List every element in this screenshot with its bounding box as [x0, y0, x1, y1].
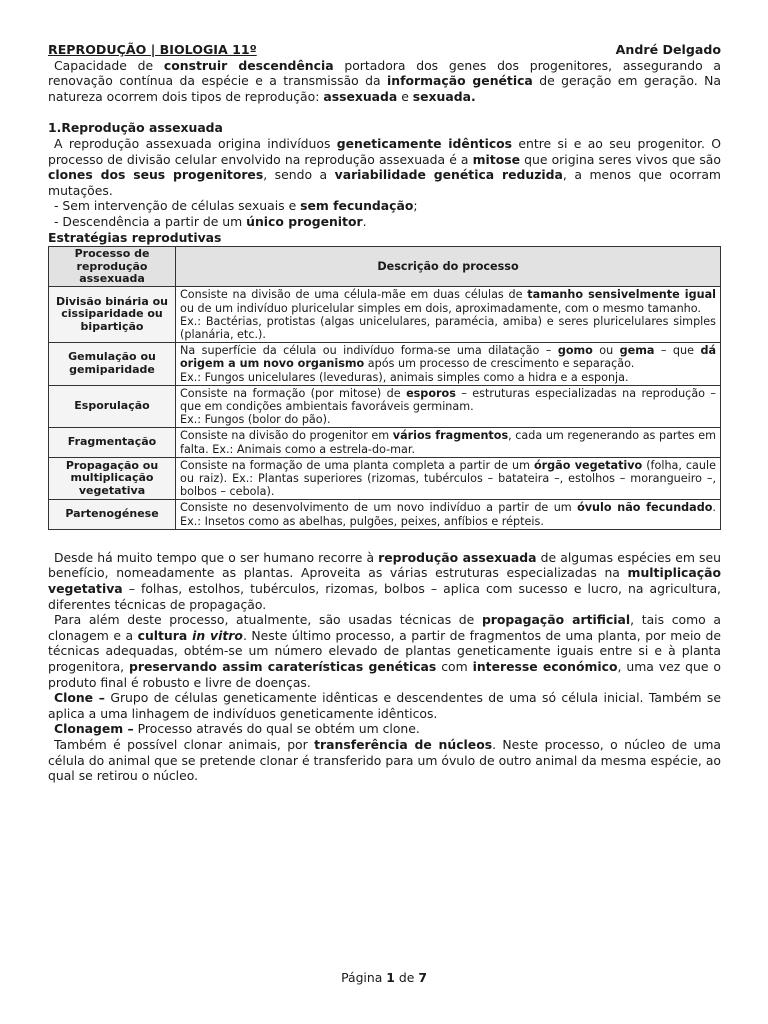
- italic-bold-text: in vitro: [192, 627, 243, 643]
- bold-text: esporos: [406, 386, 456, 400]
- table-row: [49, 428, 721, 457]
- text: ou: [592, 344, 620, 358]
- text: (folha, caule ou raiz). Ex.: Plantas superiores (rizomas, tubérculos – batateira –, estolhos – morangueiro –, bolbos – cebola).: [180, 458, 716, 499]
- text: Processo através do qual se obtém um clone.: [133, 721, 420, 737]
- text: , uma vez que o produto final é robusto e livre de doenças.: [48, 658, 721, 690]
- author-name: André Delgado: [615, 42, 721, 57]
- definition-clonagem: [48, 721, 721, 737]
- text: , tais como a clonagem e a: [48, 612, 721, 643]
- text: após um processo de crescimento e separação.: [364, 357, 635, 371]
- text: Consiste no desenvolvimento de um novo indivíduo a partir de um: [180, 501, 578, 515]
- bold-text: óvulo não fecundado: [577, 501, 713, 515]
- bold-text: dá origem a um novo organismo: [180, 344, 716, 371]
- bold-text: sexuada.: [412, 88, 476, 104]
- body-paragraph: [48, 737, 721, 784]
- text: de geração em geração. Na natureza ocorrem dois tipos de reprodução:: [48, 73, 721, 104]
- table-row: [49, 343, 721, 386]
- bold-text: tamanho sensivelmente igual: [527, 288, 716, 302]
- body-paragraph: [48, 612, 721, 690]
- intro-paragraph: [48, 58, 721, 105]
- list-item: [48, 198, 721, 214]
- text: ;: [413, 198, 418, 214]
- table-row: [49, 457, 721, 500]
- text: Consiste na formação (por mitose) de: [180, 386, 407, 400]
- bold-text: gema: [619, 344, 655, 358]
- process-name: Divisão binária ou cissiparidade ou bipartição: [49, 287, 176, 343]
- bold-text: gomo: [557, 344, 593, 358]
- text: . Neste último processo, a partir de fragmentos de uma planta, por meio de técnicas adequadas, obtém-se um número elevado de plantas geneticamente iguais entre si e à planta progenitora,: [48, 627, 721, 674]
- text: , a menos que ocorram mutações.: [48, 167, 721, 198]
- bold-text: transferência de núcleos: [314, 736, 493, 752]
- process-description: [176, 343, 721, 386]
- page-of-label: de: [398, 970, 415, 985]
- text: Para além deste processo, atualmente, são usadas técnicas de: [54, 612, 482, 628]
- process-description: [176, 287, 721, 343]
- text: - Sem intervenção de células sexuais e: [54, 198, 301, 214]
- column-header-description: Descrição do processo: [176, 247, 721, 287]
- text: Consiste na divisão do progenitor em: [180, 429, 393, 443]
- current-page-number: 1: [386, 970, 395, 985]
- bold-text: Clone –: [54, 690, 105, 706]
- bold-text: clones dos seus progenitores: [48, 167, 264, 183]
- text: Grupo de células geneticamente idênticas e descendentes de uma só célula inicial. Também se aplica a uma linhagem de indivíduos geneticamente idênticos.: [48, 690, 721, 721]
- bold-text: propagação artificial: [481, 612, 631, 628]
- list-item: [48, 214, 721, 230]
- text: Capacidade de: [54, 57, 164, 73]
- bold-text: multiplicação vegetativa: [48, 565, 721, 596]
- text: ou de um indivíduo pluricelular simples em dois, aproximadamente, com o mesmo tamanho.: [180, 301, 701, 315]
- text: A reprodução assexuada origina indivíduos: [54, 135, 337, 151]
- strategies-heading: Estratégias reprodutivas: [48, 229, 222, 245]
- process-name: Gemulação ou gemiparidade: [49, 343, 176, 386]
- text: entre si e ao seu progenitor. O processo de divisão celular envolvido na reprodução assexuada é a: [48, 135, 721, 167]
- total-pages-number: 7: [418, 970, 427, 985]
- text: – folhas, estolhos, tubérculos, rizomas, bolbos – aplica com sucesso e lucro, na agricultura, diferentes técnicas de propagação.: [48, 580, 721, 612]
- bold-text: vários fragmentos: [392, 429, 509, 443]
- text: que origina seres vivos que são: [520, 151, 721, 167]
- example-text: Ex.: Fungos unicelulares (leveduras), animais simples como a hidra e a esponja.: [180, 370, 629, 384]
- table-row: [49, 500, 721, 529]
- page-label: Página: [341, 970, 383, 985]
- text: , sendo a: [263, 167, 335, 183]
- table-row: [49, 385, 721, 428]
- text: .: [362, 213, 367, 229]
- text: e: [397, 88, 413, 104]
- bold-text: sem fecundação: [300, 198, 414, 214]
- bold-text: preservando assim caraterísticas genéticas: [129, 658, 437, 674]
- bold-text: órgão vegetativo: [533, 458, 643, 472]
- text: de algumas espécies em seu benefício, nomeadamente as plantas. Aproveita as várias estruturas especializadas na: [48, 549, 721, 581]
- text: Desde há muito tempo que o ser humano recorre à: [54, 549, 379, 565]
- document-title: REPRODUÇÃO | BIOLOGIA 11º: [48, 42, 257, 57]
- document-page: [48, 42, 721, 784]
- bold-text: mitose: [472, 151, 521, 167]
- text: portadora dos genes dos progenitores, assegurando a renovação contínua da espécie e a transmissão da: [48, 57, 721, 89]
- text: . Neste processo, o núcleo de uma célula do animal que se pretende clonar é transferido para um óvulo de outro animal da mesma espécie, ao qual se retirou o núcleo.: [48, 736, 721, 784]
- process-name: Fragmentação: [49, 428, 176, 457]
- text: - Descendência a partir de um: [54, 213, 247, 229]
- definition-clone: [48, 690, 721, 721]
- bold-text: cultura: [137, 627, 193, 643]
- text: – que: [654, 344, 701, 358]
- bold-text: interesse económico: [472, 658, 618, 674]
- bold-text: variabilidade genética reduzida: [334, 167, 563, 183]
- text: com: [436, 658, 473, 674]
- bold-text: Clonagem –: [54, 721, 134, 737]
- example-text: Ex.: Bactérias, protistas (algas unicelulares, paramécia, amiba) e seres pluricelulares simples (planária, etc.).: [180, 314, 716, 341]
- text: Consiste na formação de uma planta completa a partir de um: [180, 458, 534, 472]
- text: Também é possível clonar animais, por: [54, 736, 315, 752]
- bold-text: construir descendência: [163, 57, 334, 73]
- section-paragraph: [48, 136, 721, 198]
- bold-text: reprodução assexuada: [378, 549, 537, 565]
- text: Na superfície da célula ou indivíduo forma-se uma dilatação –: [180, 344, 558, 358]
- bold-text: geneticamente idênticos: [336, 135, 513, 151]
- bold-text: único progenitor: [246, 213, 363, 229]
- page-footer: [0, 970, 768, 986]
- process-name: Propagação ou multiplicação vegetativa: [49, 457, 176, 500]
- table-header-row: [49, 247, 721, 287]
- body-paragraph: [48, 550, 721, 612]
- column-header-process: Processo de reprodução assexuada: [49, 247, 176, 287]
- example-text: Ex.: Fungos (bolor do pão).: [180, 413, 331, 427]
- text: , cada um regenerando as partes em falta. Ex.: Animais como a estrela-do-mar.: [180, 429, 716, 456]
- process-description: [176, 500, 721, 529]
- bold-text: assexuada: [323, 88, 398, 104]
- table-row: [49, 287, 721, 343]
- process-description: [176, 385, 721, 428]
- process-description: [176, 428, 721, 457]
- bold-text: informação genética: [387, 73, 533, 89]
- process-name: Esporulação: [49, 385, 176, 428]
- text: Consiste na divisão de uma célula-mãe em duas células de: [180, 288, 528, 302]
- text: – estruturas especializadas na reprodução – que em condições ambientais favoráveis germinam.: [180, 386, 716, 413]
- process-description: [176, 457, 721, 500]
- section-heading: 1.Reprodução assexuada: [48, 120, 223, 136]
- text: . Ex.: Insetos como as abelhas, pulgões, peixes, anfíbios e répteis.: [180, 501, 716, 528]
- page-header: [48, 42, 721, 58]
- process-name: Partenogénese: [49, 500, 176, 529]
- strategies-table: [48, 246, 721, 530]
